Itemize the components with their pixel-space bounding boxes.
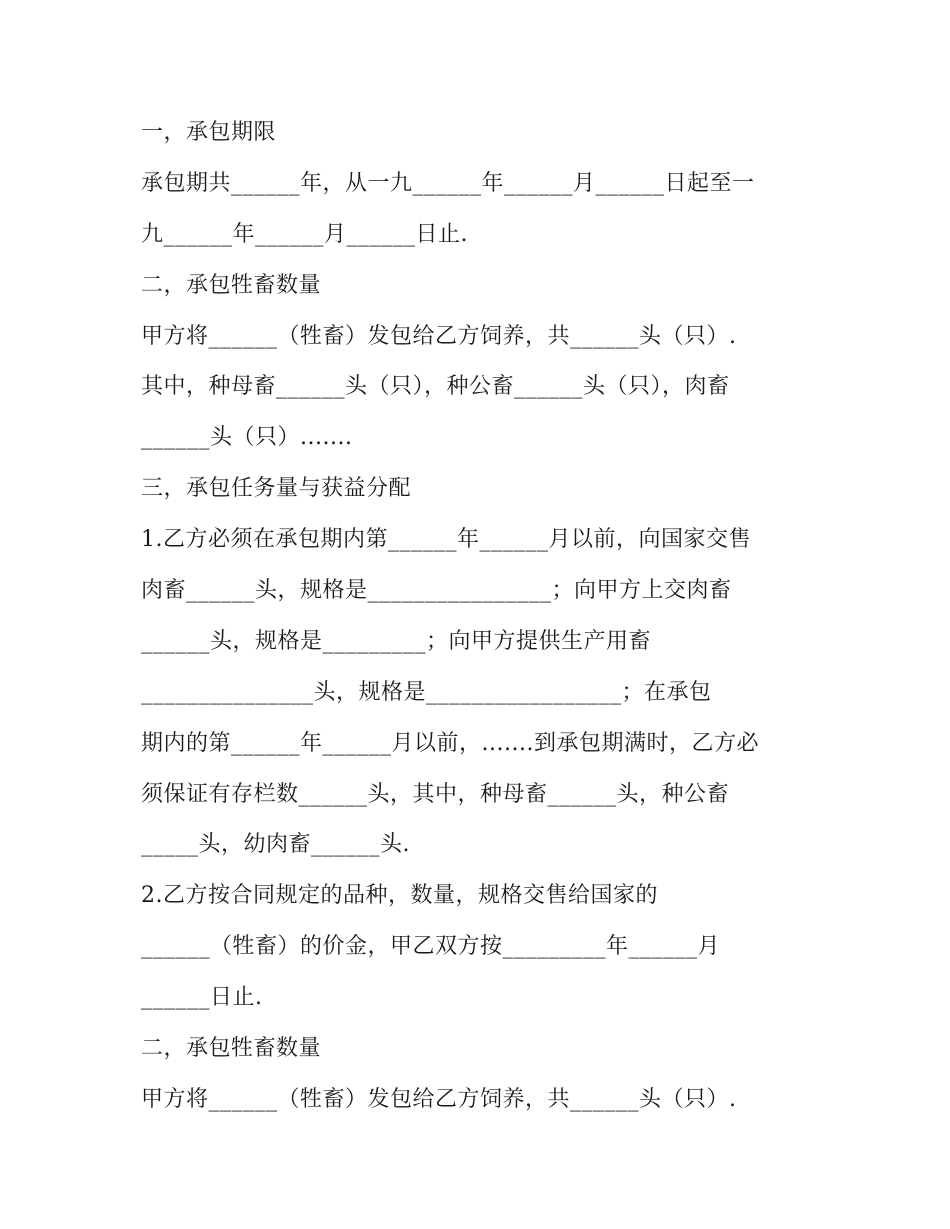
paragraph-line: 期内的第______年______月以前，.......到承包期满时，乙方必 xyxy=(141,730,759,756)
paragraph-line: 1.乙方必须在承包期内第______年______月以前，向国家交售 xyxy=(141,527,751,553)
paragraph-line: _______________头，规格是_________________；在承包 xyxy=(141,679,712,705)
paragraph-line: ______头，规格是_________；向甲方提供生产用畜 xyxy=(141,628,652,654)
paragraph-line: ______（牲畜）的价金，甲乙双方按_________年______月 xyxy=(141,934,721,960)
section-heading-tasks-and-distribution: 三，承包任务量与获益分配 xyxy=(141,476,412,502)
paragraph-line: 甲方将______（牲畜）发包给乙方饲养，共______头（只）. xyxy=(141,323,737,349)
section-heading-livestock-quantity: 二，承包牲畜数量 xyxy=(141,272,322,298)
paragraph-line: _____头，幼肉畜______头. xyxy=(141,832,410,858)
paragraph-line: 承包期共______年，从一九______年______月______日起至一 xyxy=(141,170,755,196)
paragraph-line: ______头（只）....... xyxy=(141,425,353,451)
section-heading-livestock-quantity-repeat: 二，承包牲畜数量 xyxy=(141,1036,322,1062)
document-body xyxy=(141,108,821,1126)
paragraph-line: 九______年______月______日止. xyxy=(141,221,468,247)
paragraph-line: 肉畜______头，规格是________________；向甲方上交肉畜 xyxy=(141,578,732,604)
paragraph-line: 须保证有存栏数______头，其中，种母畜______头，种公畜 xyxy=(141,781,730,807)
paragraph-line: 2.乙方按合同规定的品种，数量，规格交售给国家的 xyxy=(141,883,658,909)
paragraph-line: ______日止. xyxy=(141,985,263,1011)
section-heading-contract-term: 一，承包期限 xyxy=(141,120,277,145)
paragraph-line: 其中，种母畜______头（只），种公畜______头（只），肉畜 xyxy=(141,374,730,400)
paragraph-line: 甲方将______（牲畜）发包给乙方饲养，共______头（只）. xyxy=(141,1086,737,1112)
